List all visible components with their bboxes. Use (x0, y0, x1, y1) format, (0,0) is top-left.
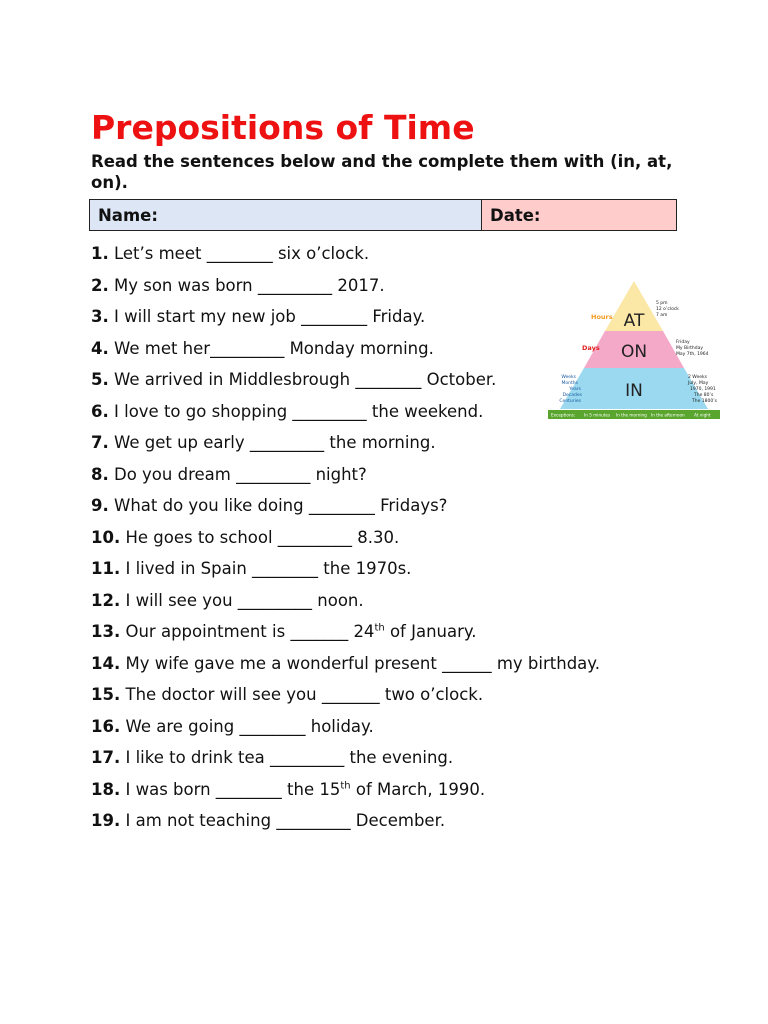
question-text: I lived in Spain ________ the 1970s. (125, 559, 412, 578)
question-text: What do you like doing ________ Fridays? (114, 496, 448, 515)
date-label: Date: (490, 205, 541, 225)
question-number: 2. (91, 275, 109, 295)
at-example: 7 am (656, 313, 668, 318)
question-number: 15. (91, 685, 121, 704)
question-text: The doctor will see you _______ two o’clock. (125, 685, 484, 704)
question-item (91, 587, 600, 619)
question-item (91, 681, 600, 713)
question-item (91, 335, 600, 367)
in-left-example: Centuries (559, 399, 581, 404)
question-text: I will see you _________ noon. (125, 590, 364, 610)
question-item (91, 272, 600, 304)
in-right-example: The 1800’s (692, 399, 718, 404)
question-number: 7. (91, 433, 109, 452)
question-item (91, 713, 600, 745)
on-example: Friday (676, 340, 690, 345)
question-list (91, 240, 600, 839)
in-left-example: Years (569, 387, 581, 392)
question-number: 6. (91, 401, 109, 421)
hours-label: Hours (591, 313, 613, 321)
prepositions-pyramid-image (548, 279, 720, 419)
question-item (91, 366, 600, 398)
question-item (91, 776, 600, 808)
question-item (91, 461, 600, 493)
in-right-example: 1970, 1991 (690, 387, 716, 392)
question-item (91, 618, 600, 650)
question-number: 8. (91, 464, 109, 484)
in-left-example: Weeks (561, 375, 576, 380)
in-left-example: Months (561, 381, 578, 386)
page-title: Prepositions of Time (91, 108, 475, 147)
question-number: 19. (91, 811, 121, 830)
question-text: My wife gave me a wonderful present ______ my birthday. (125, 653, 600, 673)
question-number: 4. (91, 338, 109, 358)
on-example: My Birthday (676, 346, 704, 351)
name-field[interactable] (90, 200, 482, 230)
pyramid-on-text: ON (620, 342, 648, 362)
name-date-table (89, 199, 677, 231)
question-text: Let’s meet ________ six o’clock. (114, 244, 370, 263)
question-item (91, 429, 600, 461)
question-item (91, 492, 600, 524)
pyramid-in-text: IN (625, 381, 643, 401)
question-item (91, 524, 600, 556)
question-number: 3. (91, 307, 109, 326)
exceptions-text: At night (694, 412, 711, 418)
question-text: My son was born _________ 2017. (114, 275, 385, 295)
question-item (91, 555, 600, 587)
in-left-example: Decades (562, 393, 582, 398)
name-label: Name: (98, 205, 158, 225)
in-right-example: July, May (688, 381, 709, 386)
question-text: I like to drink tea _________ the evening. (125, 748, 454, 767)
instructions: Read the sentences below and the complete them with (in, at, on). (91, 152, 673, 192)
pyramid-at-text: AT (623, 311, 645, 331)
exceptions-text: In 5 minutes (584, 412, 611, 418)
in-right-example: 2 Weeks (688, 375, 707, 380)
days-label: Days (582, 344, 600, 352)
question-item (91, 303, 600, 335)
question-number: 14. (91, 653, 121, 673)
exceptions-text: In the morning (616, 412, 647, 418)
in-right-example: The 80’s (694, 393, 714, 398)
question-number: 1. (91, 244, 109, 263)
question-number: 18. (91, 779, 121, 799)
question-item (91, 807, 600, 839)
question-text: Our appointment is _______ 24th of January. (125, 622, 477, 641)
question-number: 17. (91, 748, 121, 767)
question-text: We met her_________ Monday morning. (114, 338, 434, 358)
question-number: 16. (91, 716, 121, 736)
question-text: I was born ________ the 15th of March, 1990. (125, 779, 486, 799)
date-field[interactable] (482, 200, 676, 230)
question-item (91, 650, 600, 682)
question-text: We get up early _________ the morning. (114, 433, 436, 452)
question-text: I love to go shopping _________ the weekend. (114, 401, 484, 421)
question-text: I will start my new job ________ Friday. (114, 307, 426, 326)
question-text: We are going ________ holiday. (125, 716, 374, 736)
question-text: I am not teaching _________ December. (125, 811, 446, 830)
question-text: He goes to school _________ 8.30. (125, 527, 400, 547)
at-example: 12 o’clock (656, 307, 679, 312)
question-item (91, 744, 600, 776)
on-example: May 7th, 1964 (676, 352, 709, 357)
question-text: Do you dream _________ night? (114, 464, 367, 484)
exceptions-text: Exceptions: (551, 412, 576, 418)
at-example: 5 pm (656, 301, 668, 306)
question-item (91, 398, 600, 430)
question-number: 10. (91, 527, 121, 547)
question-number: 12. (91, 590, 121, 610)
exceptions-text: In the afternoon (651, 412, 685, 418)
question-number: 11. (91, 559, 121, 578)
question-number: 9. (91, 496, 109, 515)
question-text: We arrived in Middlesbrough ________ October. (114, 370, 497, 389)
question-item (91, 240, 600, 272)
question-number: 5. (91, 370, 109, 389)
question-number: 13. (91, 622, 121, 641)
